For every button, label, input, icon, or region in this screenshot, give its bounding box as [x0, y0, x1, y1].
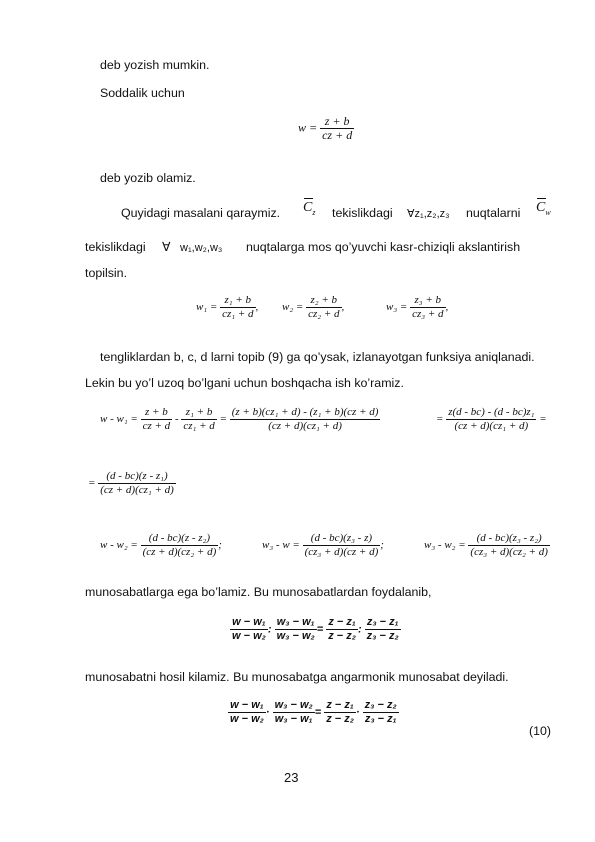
- fraction: [320, 115, 354, 142]
- text-line: Quyidagi masalani qaraymiz.: [121, 206, 281, 220]
- text-line: deb yozib olamiz.: [100, 171, 196, 185]
- text-line: ∀z₁,z₂,z₃: [407, 208, 450, 220]
- fraction: $\frac{\text{(z + b)(cz₁ + d) - (z₁ + b)(cz + d)}}{\text{(cz + d)(cz₁ + d)}}$: [231, 406, 379, 432]
- complex-plane-symbol-z: $C_z$: [303, 200, 316, 217]
- fraction: $\frac{\text{z₂ + b}}{\text{cz₂ + d}}$: [308, 294, 340, 320]
- text-line: nuqtalarni: [466, 206, 521, 220]
- formula-derivation: w - w₁ = $\frac{z + b}{cz + d}$ - $\frac{\text{z₁ + b}}{\text{cz₁ + d}}$ = $\frac{\text{(z + b)(cz₁ + d) - (z₁ + b)(cz + d)}}{\text{(cz + d)(cz₁ + d)}}$: [100, 406, 379, 432]
- formula-w3-minus-w2: w₃ - w₂ = $\frac{\text{(d - bc)(z₃ - z₂)}}{\text{(cz₃ + d)(cz₂ + d)}}$: [424, 532, 548, 558]
- formula-anharmonic: $\frac{\text{w − w₁}}{\text{w − w₂}}$ · $\frac{\text{w₃ − w₂}}{\text{w₃ − w₁}}$ = $\frac{\text{z − z₁}}{\text{z − z₂}}$ · $\frac{\text{z₃ − z₂}}{\text{z₃ − z₁}}$: [230, 699, 397, 725]
- formula-derivation-continued: = $\frac{\text{z(d - bc) - (d - bc)z₁}}{\text{(cz + d)(cz₁ + d)}}$ =: [436, 406, 547, 432]
- fraction: $\frac{\text{z₃ − z₁}}{\text{z₃ − z₂}}$: [366, 616, 399, 642]
- fraction: $\frac{\text{w₃ − w₂}}{\text{w₃ − w₁}}$: [274, 699, 313, 725]
- fraction: $\frac{\text{z − z₁}}{\text{z − z₂}}$: [326, 699, 354, 725]
- denominator: cz + d: [322, 128, 353, 142]
- fraction: $\frac{\text{z₃ − z₂}}{\text{z₃ − z₁}}$: [364, 699, 397, 725]
- formula-main: [298, 115, 354, 142]
- fraction: $\frac{\text{z(d - bc) - (d - bc)z₁}}{\text{(cz + d)(cz₁ + d)}}$: [448, 406, 535, 432]
- formula-ratio: $\frac{\text{w − w₁}}{\text{w − w₂}}$ : $\frac{\text{w₃ − w₁}}{\text{w₃ − w₂}}$ = $\frac{\text{z − z₁}}{\text{z − z₂}}$ : $\frac{\text{z₃ − z₁}}{\text{z₃ − z₂}}$: [232, 616, 399, 642]
- fraction: $\frac{\text{w − w₁}}{\text{w − w₂}}$: [230, 699, 264, 725]
- text-line: nuqtalarga mos qo’yuvchi kasr-chiziqli akslantirish: [246, 240, 521, 254]
- text-line: munosabatni hosil kilamiz. Bu munosabatga angarmonik munosabat deyiladi.: [85, 670, 509, 684]
- text-line: w₁,w₂,w₃: [180, 242, 223, 254]
- fraction: $\frac{\text{(d - bc)(z₃ - z)}}{\text{(cz₃ + d)(cz + d)}}$: [304, 532, 379, 558]
- formula-lhs: w =: [298, 120, 318, 135]
- fraction: $\frac{\text{(d - bc)(z₃ - z₂)}}{\text{(cz₃ + d)(cz₂ + d)}}$: [470, 532, 548, 558]
- fraction: $\frac{\text{w − w₁}}{\text{w − w₂}}$: [232, 616, 266, 642]
- fraction: $\frac{\text{z − z₁}}{\text{z − z₂}}$: [328, 616, 356, 642]
- formula-w2: w₂ = $\frac{\text{z₂ + b}}{\text{cz₂ + d}}$ ,: [282, 294, 345, 320]
- fraction: $\frac{\text{z₁ + b}}{\text{cz₁ + d}}$: [183, 406, 215, 432]
- text-line: ∀: [162, 240, 171, 254]
- formula-w3-minus-w: w₃ - w = $\frac{\text{(d - bc)(z₃ - z)}}{\text{(cz₃ + d)(cz + d)}}$ ;: [262, 532, 384, 558]
- formula-w1: w₁ = $\frac{\text{z₁ + b}}{\text{cz₁ + d}}$ ,: [196, 294, 259, 320]
- fraction: $\frac{\text{z₁ + b}}{\text{cz₁ + d}}$: [222, 294, 254, 320]
- fraction: $\frac{\text{(d - bc)(z - z₁)}}{\text{(cz + d)(cz₁ + d)}}$: [100, 470, 174, 496]
- numerator: z + b: [320, 115, 354, 129]
- formula-w3: w₃ = $\frac{\text{z₃ + b}}{\text{cz₃ + d}}$ ,: [386, 294, 449, 320]
- text-line: tengliklardan b, c, d larni topib (9) ga qo’ysak, izlanayotgan funksiya aniqlanadi.: [100, 350, 535, 364]
- text-line: topilsin.: [85, 266, 128, 280]
- fraction: $\frac{\text{z₃ + b}}{\text{cz₃ + d}}$: [412, 294, 444, 320]
- formula-derivation-result: = $\frac{\text{(d - bc)(z - z₁)}}{\text{(cz + d)(cz₁ + d)}}$: [88, 470, 174, 496]
- fraction: $\frac{\text{w₃ − w₁}}{\text{w₃ − w₂}}$: [276, 616, 315, 642]
- fraction: $\frac{\text{(d - bc)(z - z₂)}}{\text{(cz + d)(cz₂ + d)}}$: [142, 532, 217, 558]
- text-line: tekislikdagi: [332, 206, 393, 220]
- equation-number: (10): [529, 724, 552, 738]
- fraction: $\frac{z + b}{cz + d}$: [142, 406, 171, 432]
- complex-plane-symbol-w: $C_w$: [536, 200, 551, 217]
- text-line: Lekin bu yo’l uzoq bo’lgani uchun boshqacha ish ko’ramiz.: [85, 376, 404, 390]
- text-line: deb yozish mumkin.: [100, 58, 210, 72]
- text-line: tekislikdagi: [85, 240, 146, 254]
- page-number: 23: [284, 770, 299, 785]
- formula-w-minus-w2: w - w₂ = $\frac{\text{(d - bc)(z - z₂)}}{\text{(cz + d)(cz₂ + d)}}$ ;: [100, 532, 222, 558]
- text-line: Soddalik uchun: [100, 86, 185, 100]
- text-line: munosabatlarga ega bo’lamiz. Bu munosabatlardan foydalanib,: [85, 585, 432, 599]
